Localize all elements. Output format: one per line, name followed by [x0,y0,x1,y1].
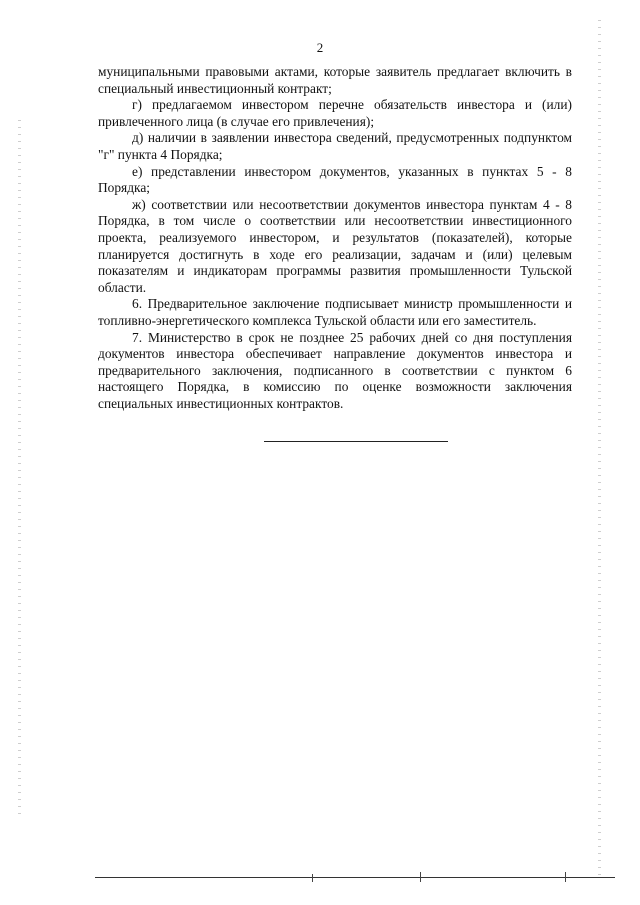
paragraph-item-zh: ж) соответствии или несоответствии документов инвестора пунктам 4 - 8 Порядка, в том числе о соответствии или несоответствии инвестиционного проекта, реализуемого инвестором, и результатов (показателей), которые планируется достигнуть в ходе его реализации, задачам и (или) целевым показателям и индикаторам программы развития промышленности Тульской области. [98,196,572,295]
scan-edge-specks-left [18,120,21,820]
end-of-text-rule [264,441,448,442]
paragraph-clause-6: 6. Предварительное заключение подписывает министр промышленности и топливно-энергетического комплекса Тульской области или его заместитель. [98,296,572,328]
scan-edge-specks-right [598,20,601,880]
scan-tick-mark [420,872,421,882]
document-body [98,64,572,412]
scan-tick-mark [565,872,566,882]
paragraph-item-e: е) представлении инвестором документов, указанных в пунктах 5 - 8 Порядка; [98,163,572,196]
scan-tick-mark [312,874,313,882]
paragraph-item-g: г) предлагаемом инвестором перечне обязательств инвестора и (или) привлеченного лица (в случае его привлечения); [98,97,572,129]
scan-bottom-rule [95,877,615,878]
paragraph-continuation: муниципальными правовыми актами, которые заявитель предлагает включить в специальный инвестиционный контракт; [98,64,572,96]
paragraph-item-d: д) наличии в заявлении инвестора сведений, предусмотренных подпунктом "г" пункта 4 Порядка; [98,130,572,162]
page-number: 2 [316,40,324,55]
paragraph-clause-7: 7. Министерство в срок не позднее 25 рабочих дней со дня поступления документов инвестора обеспечивает направление документов инвестора и предварительного заключения, подписанного в соответствии с пунктом 6 настоящего Порядка, в комиссию по оценке возможности заключения специальных инвестиционных контрактов. [98,329,572,411]
